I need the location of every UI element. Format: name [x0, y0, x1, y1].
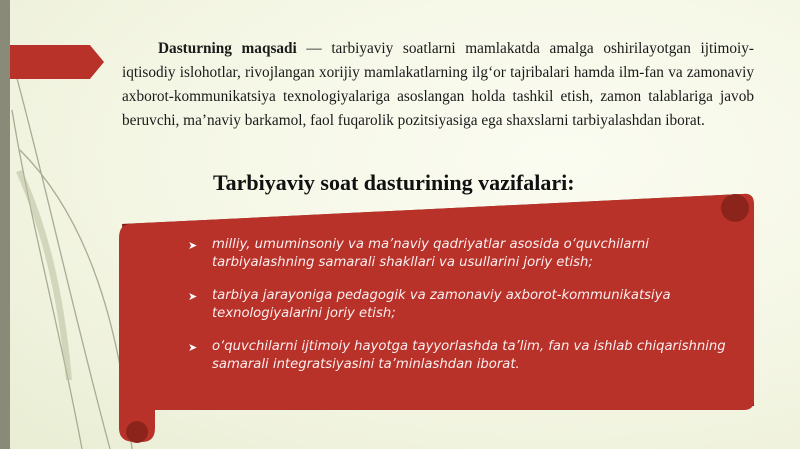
arrow-tab-marker	[10, 45, 104, 79]
purpose-paragraph	[122, 37, 754, 133]
list-item	[188, 287, 738, 322]
tasks-heading: Tarbiyaviy soat dasturining vazifalari:	[213, 170, 575, 195]
task-text: tarbiya jarayoniga pedagogik va zamonaviy axborot-kommunikatsiya texnologiyalarini joriy etish;	[212, 288, 671, 321]
purpose-term: Dasturning maqsadi	[158, 40, 297, 57]
task-text: milliy, umuminsoniy va ma’naviy qadriyatlar asosida o‘quvchilarni tarbiyalashning samarali shakllari va usullarini joriy etish;	[212, 237, 649, 270]
purpose-text: — tarbiyaviy soatlarni mamlakatda amalga oshirilayotgan ijtimoiy-iqtisodiy islohotlar, rivojlangan xorijiy mamlakatlarning ilg‘or tajribalari hamda ilm-fan va zamonaviy axborot-kommunikatsiya texnologiyalariga asoslangan holda tashkil etish, zamon talablariga javob beruvchi, ma’naviy barkamol, faol fuqarolik pozitsiyasiga ega shaxslarni tarbiyalashdan iborat.	[122, 40, 754, 129]
list-item	[188, 236, 738, 271]
list-item	[188, 338, 738, 373]
tasks-list	[188, 236, 738, 389]
arrowhead-bullet-icon: ➤	[188, 239, 198, 252]
arrowhead-bullet-icon: ➤	[188, 341, 198, 354]
arrowhead-bullet-icon: ➤	[188, 290, 198, 303]
task-text: o‘quvchilarni ijtimoiy hayotga tayyorlashda ta’lim, fan va ishlab chiqarishning samarali integratsiyasini ta’minlashdan iborat.	[212, 339, 726, 372]
